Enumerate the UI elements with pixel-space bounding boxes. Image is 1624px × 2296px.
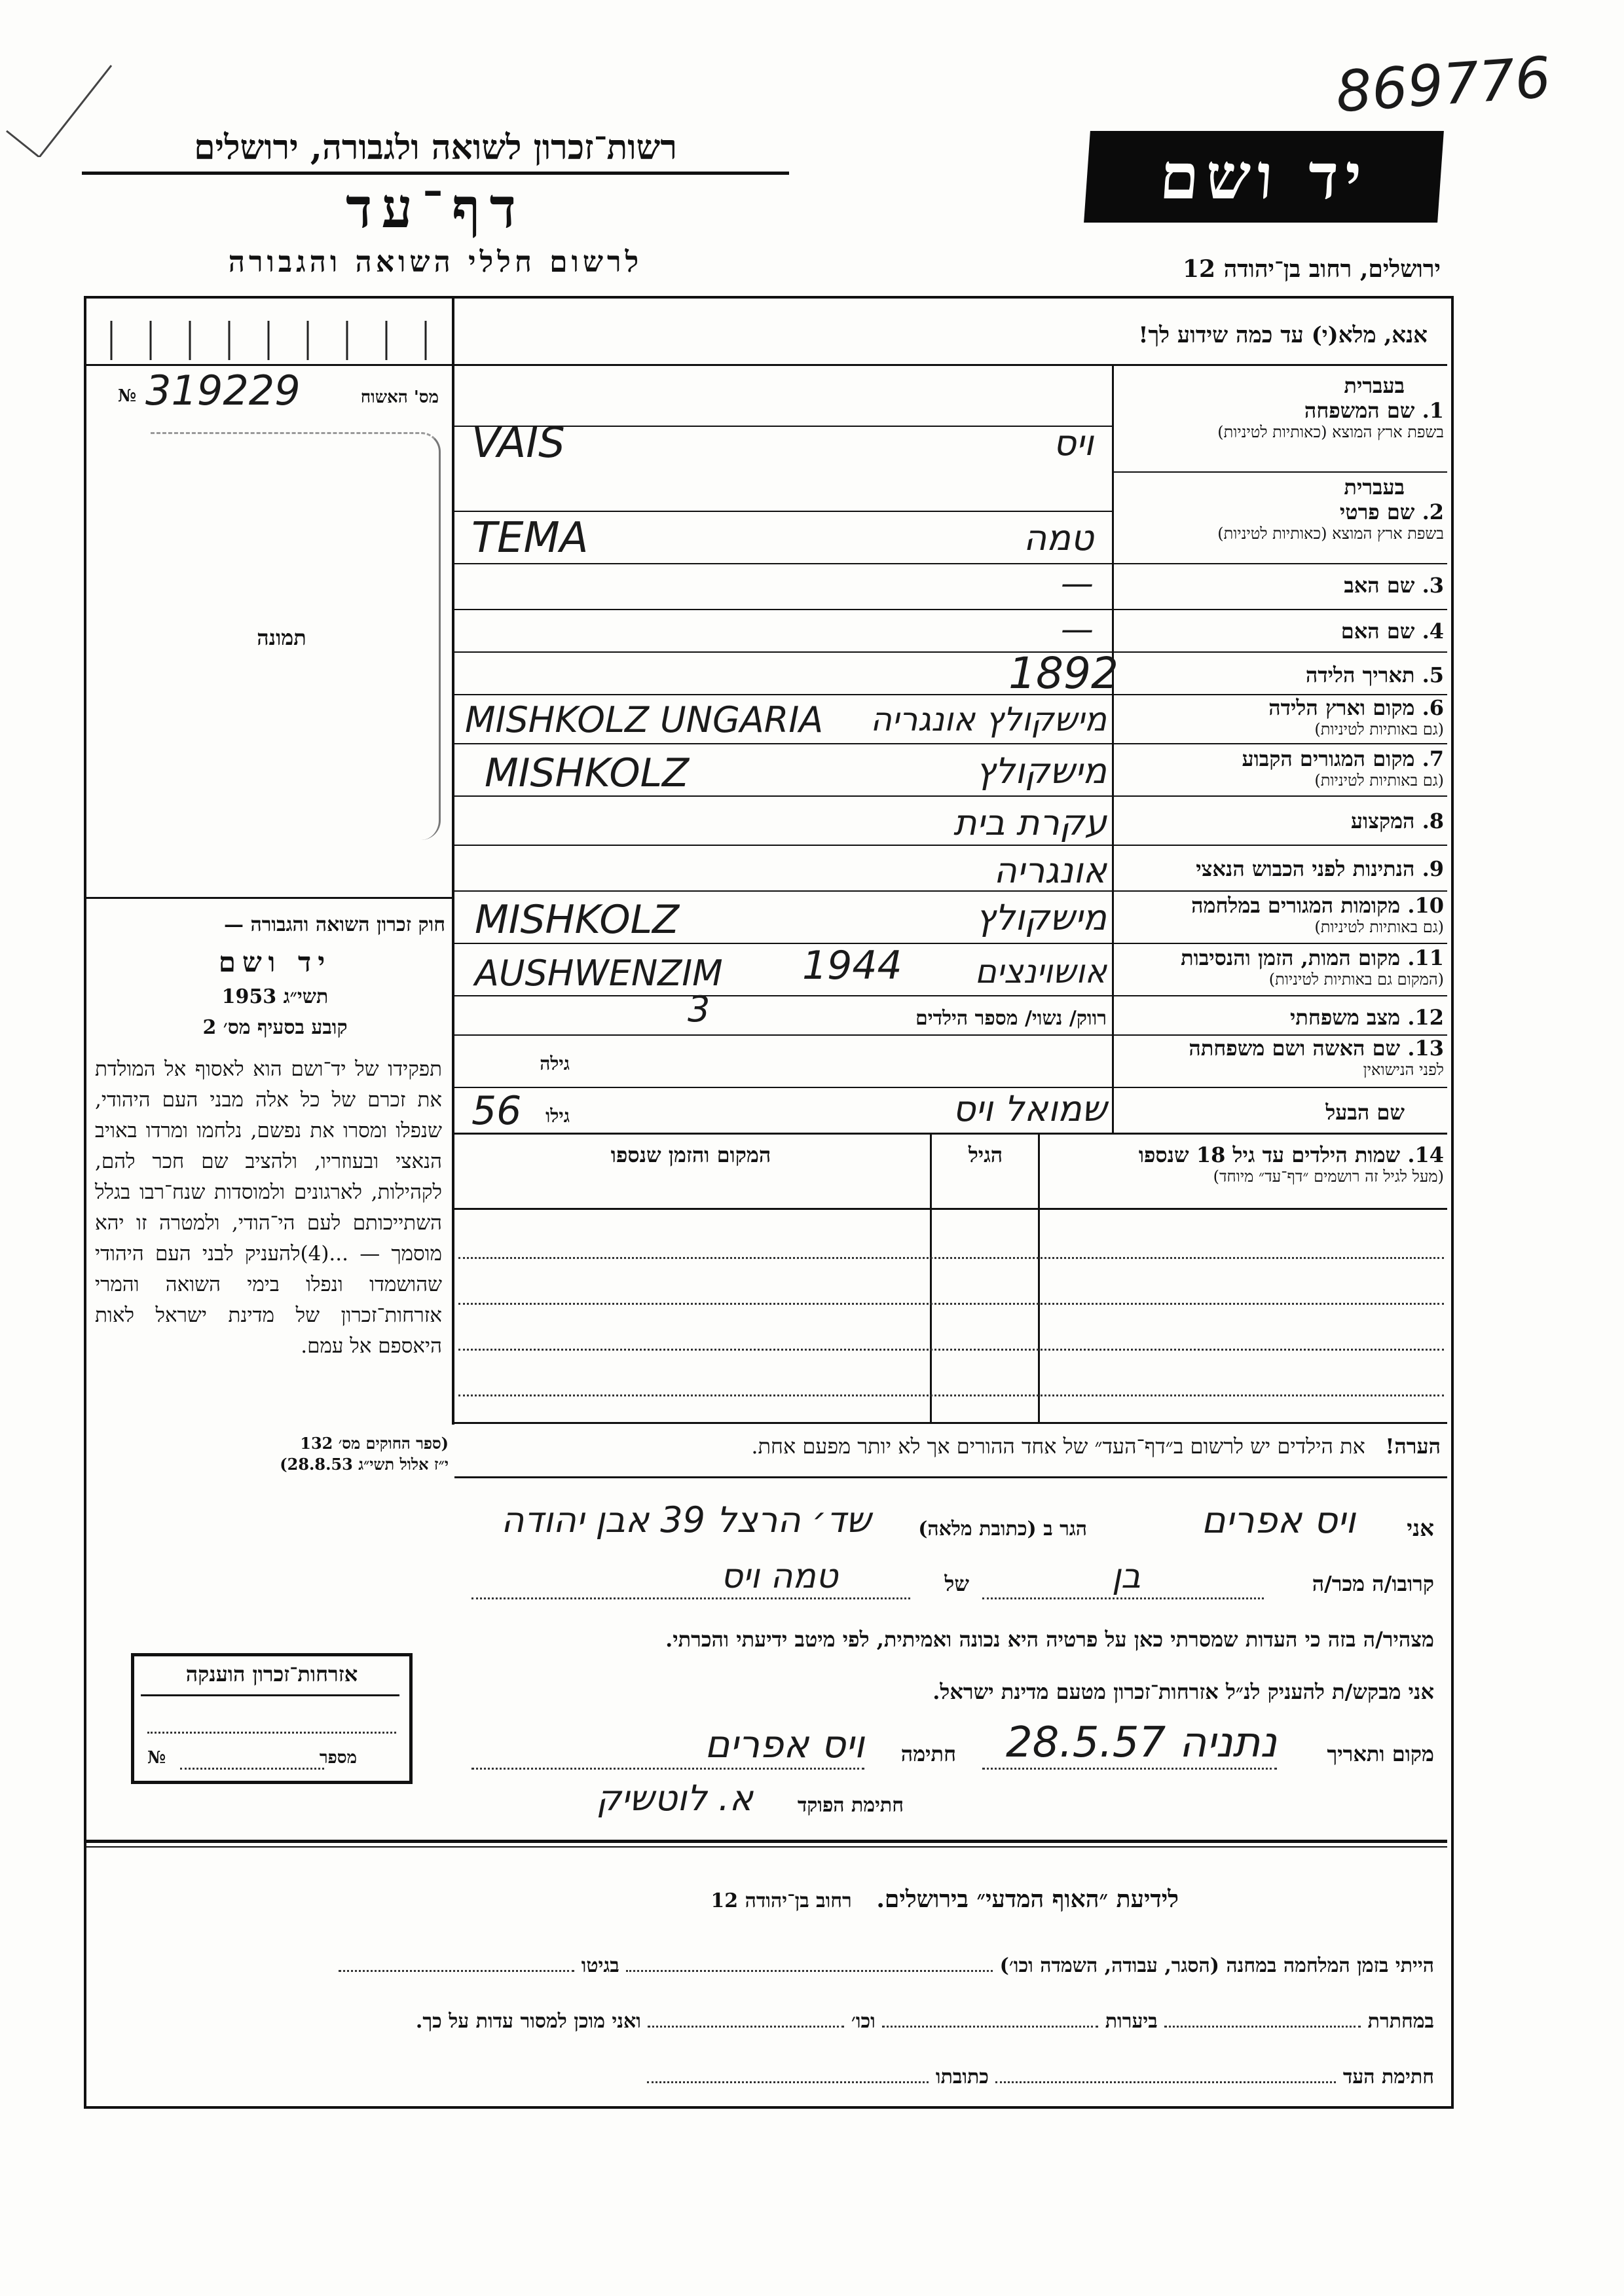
law-citation-1: (ספר החוקים מס׳ 132 [300, 1434, 449, 1453]
footer-underground-field[interactable] [1164, 2026, 1361, 2028]
form-title: דף־עד [345, 175, 525, 240]
decl-signature-label: חתימה [900, 1741, 956, 1766]
field-5-num: 5. [1422, 663, 1444, 687]
field-8-label: המקצוע [1350, 809, 1415, 833]
children-row-1[interactable] [458, 1257, 1444, 1259]
field-1-heb-tag: בעברית [1344, 373, 1405, 398]
left-column-divider [452, 299, 454, 1425]
law-logo: יד ושם [218, 946, 332, 978]
field-6-label: מקום וארץ הלידה [1268, 695, 1415, 720]
field-3-label: שם האב [1344, 573, 1415, 598]
field-11-sub: (המקום גם באותיות לטיניות) [1268, 970, 1444, 989]
field-13-label: שם האשה ושם משפחתה [1189, 1036, 1401, 1061]
field-9-value[interactable]: אונגריה [993, 850, 1107, 891]
field-13-age-label: גילה [540, 1053, 570, 1074]
footer-title: לידיעת ״האוף המדעי״ בירושלים. [876, 1886, 1179, 1913]
field-12-options: רווק/ נשוי/ מספר הילדים [915, 1007, 1107, 1030]
labels-divider [1112, 364, 1114, 1133]
field-6-sub: (גם באותיות לטיניות) [1314, 720, 1444, 738]
field-13 [1116, 1036, 1444, 1080]
field-11-num: 11. [1407, 945, 1444, 970]
decl-relation-label: קרובו/ה מכר/ה [1312, 1571, 1434, 1596]
footer-witness-address-field[interactable] [647, 2081, 929, 2083]
file-number-prefix: № [118, 386, 137, 406]
law-title: חוק זכרון השואה והגבורה — [224, 913, 445, 936]
field-4 [1116, 619, 1444, 644]
field-12-children[interactable]: 3 [688, 989, 710, 1030]
field-3 [1116, 573, 1444, 598]
decl-statement: מצהיר/ה בזה כי העדות שמסרתי כאן על פרטיה היא נכונה ואמיתית, לפי מיטב ידיעתי והכרתי. [665, 1627, 1434, 1652]
field-1-num: 1. [1422, 398, 1444, 423]
law-body: תפקידו של יד־ושם הוא לאסוף אל המולדת את זכרם של כל אלה מבני העם היהודי, שנפלו ומסרו את נפשם, נלחמו ומרדו באויב הנאצי ובעוזריו, ולהציב שם חכר להם, לקהילות, לארגונים ולמוסדות שנח־רבו בגלל השתייכותם לעם הי־הודי, ולמטרה זו יהא מוסמך — ...(4)להעניק לבני העם היהודי שהושמדו ונפלו בימי השואה והמרי אזרחות־זכרון של מדינת ישראל לאות היאספם אל עמם. [95, 1057, 442, 1358]
field-1 [1116, 373, 1444, 442]
decl-witness-name[interactable]: ויס אפרים [1201, 1499, 1356, 1542]
children-names-label: שמות הילדים עד גיל 18 שנספו [1138, 1142, 1401, 1167]
citizenship-number-label: מספר [319, 1748, 357, 1768]
children-header-names [1044, 1142, 1444, 1186]
footer-etc-label: וכו׳ [851, 2010, 876, 2033]
field-10-sub: (גם באותיות לטיניות) [1314, 918, 1444, 936]
field-1-label: שם המשפחה [1304, 398, 1415, 423]
field-7-latin[interactable]: MISHKOLZ [485, 750, 690, 796]
footer-camp-field[interactable] [626, 1970, 993, 1972]
field-8 [1116, 809, 1444, 833]
children-header-age: הגיל [968, 1142, 1003, 1167]
husband-label-row [1116, 1100, 1405, 1125]
law-year [190, 985, 360, 1008]
footer-witness-address-label: כתובתו [935, 2066, 989, 2088]
footer-ready-label: ואני מוכן למסור עדות על כך. [415, 2010, 641, 2033]
field-7 [1116, 746, 1444, 790]
field-6 [1116, 695, 1444, 739]
footer-ghetto-label: בגיטו [581, 1954, 619, 1977]
decl-place-date-label: מקום ותאריך [1327, 1741, 1434, 1766]
decl-resides-label: הגר ב (כתובת מלאה) [918, 1518, 1087, 1540]
husband-age-value[interactable]: 56 [471, 1088, 522, 1134]
field-4-label: שם האם [1340, 619, 1415, 644]
field-9-num: 9. [1422, 856, 1444, 881]
husband-age-label: גילו [545, 1105, 570, 1127]
law-citation-2: י״ז אלול תשי״ג 28.8.53) [280, 1455, 449, 1474]
field-2-heb-tag: בעברית [1344, 475, 1405, 500]
law-year-num: 1953 [221, 985, 277, 1008]
footer-etc-field[interactable] [648, 2026, 844, 2028]
field-3-num: 3. [1422, 573, 1444, 598]
citizenship-number-prefix: № [147, 1748, 166, 1768]
field-11-label: מקום המות, הזמן והנסיבות [1181, 945, 1401, 970]
field-5-label: תאריך הלידה [1305, 663, 1415, 687]
footer-witness-sign-field[interactable] [995, 2081, 1336, 2083]
field-10-label: מקומות המגורים במלחמה [1191, 893, 1401, 918]
footer-title-row [458, 1886, 1179, 1913]
field-9 [1116, 856, 1444, 881]
field-4-value[interactable]: — [1061, 610, 1094, 648]
field-6-hebrew[interactable]: מישקולץ אונגריה [870, 701, 1107, 738]
authority-name: רשות־זכרון לשואה ולגבורה, ירושלים [194, 128, 677, 168]
field-2 [1116, 475, 1444, 543]
note [458, 1434, 1441, 1459]
decl-address[interactable]: שד׳ הרצל 39 אבן יהודה [501, 1499, 871, 1540]
field-8-num: 8. [1422, 809, 1444, 833]
footer-camp-types: (הסגר, עבודה, השמדה וכו׳) [999, 1954, 1219, 1977]
field-1-hebrew[interactable]: ויס [1053, 422, 1094, 464]
children-names-sub: (מעל לגיל זה רושמים ״דף־עד״ מיוחד) [1213, 1167, 1444, 1186]
field-9-label: הנתינות לפני הכבוש הנאצי [1196, 856, 1415, 881]
field-5-value[interactable]: 1892 [1008, 648, 1118, 699]
footer-ghetto-field[interactable] [339, 1970, 574, 1972]
logo-text: יד ושם [1157, 139, 1371, 213]
field-11-year[interactable]: 1944 [802, 943, 902, 989]
file-number-label: מס' האשוח [360, 388, 439, 407]
children-row-2[interactable] [458, 1303, 1444, 1305]
field-5 [1116, 663, 1444, 687]
footer-line-3 [105, 2066, 1434, 2088]
decl-place-date-value[interactable]: נתניה 28.5.57 [1005, 1719, 1277, 1767]
decl-officer-value[interactable]: א. לוטשיק [596, 1777, 753, 1819]
field-6-latin[interactable]: MISHKOLZ UNGARIA [465, 699, 824, 740]
citizenship-title: אזרחות־זכרון הוענקה [185, 1662, 358, 1686]
field-2-sub: בשפת ארץ המוצא (כאותיות לטיניות) [1217, 524, 1444, 543]
decl-officer-label: חתימת הפוקד [797, 1794, 904, 1817]
children-num: 14. [1407, 1142, 1444, 1167]
authority-underline [82, 172, 789, 175]
footer-line-1 [105, 1954, 1434, 1977]
children-row-3[interactable] [458, 1349, 1444, 1351]
field-1-latin[interactable]: VAIS [471, 419, 565, 467]
field-2-num: 2. [1422, 500, 1444, 524]
field-11-latin[interactable]: AUSHWENZIM [475, 953, 723, 994]
field-6-num: 6. [1422, 695, 1444, 720]
document-number: 869776 [1333, 45, 1553, 126]
field-7-num: 7. [1422, 746, 1444, 771]
husband-label: שם הבעל [1325, 1100, 1405, 1125]
field-13-num: 13. [1407, 1036, 1444, 1061]
footer-address: רחוב בן־יהודה 12 [710, 1889, 852, 1912]
field-4-num: 4. [1422, 619, 1444, 644]
citizenship-box [131, 1653, 413, 1784]
law-year-heb: תשי״ג [283, 985, 329, 1008]
instruction: אנא, מלא(י) עד כמה שידוע לך! [1138, 322, 1428, 348]
footer-camp-label: הייתי בזמן המלחמה במחנה [1226, 1954, 1434, 1977]
field-2-label: שם פרטי [1339, 500, 1415, 524]
footer-underground-label: במחתרת [1367, 2010, 1434, 2033]
children-header-place: המקום והזמן שנספו [610, 1142, 771, 1167]
field-12-num: 12. [1407, 1005, 1444, 1030]
field-10-num: 10. [1407, 893, 1444, 918]
husband-value[interactable]: שמואל ויס [952, 1088, 1107, 1129]
yad-vashem-logo [1084, 131, 1444, 223]
footer-line-2 [105, 2010, 1434, 2033]
footer-rule [85, 1840, 1447, 1843]
form-subtitle: לרשום חללי השואה והגבורה [228, 246, 643, 279]
note-text: את הילדים יש לרשום ב״דף־העד״ של אחד ההורים אך לא יותר מפעם אחת. [751, 1434, 1365, 1459]
footer-forests-label: ביערות [1105, 2010, 1158, 2033]
field-8-value[interactable]: עקרת בית [953, 802, 1107, 843]
field-13-sub: לפני הנישואין [1363, 1061, 1444, 1079]
decl-relation-value[interactable]: בן [1111, 1557, 1141, 1596]
law-clause: קובע בסעיף מס׳ 2 [202, 1016, 348, 1039]
decl-signature-value[interactable]: ויס אפרים [704, 1722, 864, 1766]
field-1-sub: בשפת ארץ המוצא (כאותיות לטיניות) [1217, 423, 1444, 441]
field-2-hebrew[interactable]: טמה [1024, 517, 1094, 558]
field-11-hebrew[interactable]: אושוינצים [974, 953, 1107, 991]
decl-request: אני מבקש/ת להעניק לנ״ל אזרחות־זכרון מטעם מדינת ישראל. [932, 1679, 1434, 1704]
field-7-hebrew[interactable]: מישקולץ [976, 750, 1107, 792]
field-7-sub: (גם באותיות לטיניות) [1314, 771, 1444, 790]
footer-witness-sign-label: חתימת העד [1342, 2066, 1434, 2088]
field-12-label: מצב משפחתי [1290, 1005, 1401, 1030]
field-3-value[interactable]: — [1061, 564, 1094, 602]
note-label: הערה! [1385, 1434, 1441, 1459]
address: ירושלים, רחוב בן־יהודה 12 [1182, 255, 1441, 283]
file-number: 319229 [145, 367, 301, 414]
decl-i-label: אני [1407, 1516, 1434, 1542]
field-10-hebrew[interactable]: מישקולץ [976, 897, 1107, 938]
decl-of-label: של [944, 1571, 969, 1596]
photo-label: תמונה [257, 625, 306, 650]
field-7-label: מקום המגורים הקבוע [1242, 746, 1415, 771]
field-10-latin[interactable]: MISHKOLZ [475, 897, 680, 943]
file-number-ticks [92, 314, 445, 367]
field-2-latin[interactable]: TEMA [471, 514, 589, 562]
decl-of-value[interactable]: טמה ויס [720, 1557, 838, 1596]
children-row-4[interactable] [458, 1394, 1444, 1396]
field-11 [1116, 945, 1444, 989]
footer-forests-field[interactable] [882, 2026, 1098, 2028]
field-12 [1116, 1005, 1444, 1030]
field-10 [1116, 893, 1444, 937]
